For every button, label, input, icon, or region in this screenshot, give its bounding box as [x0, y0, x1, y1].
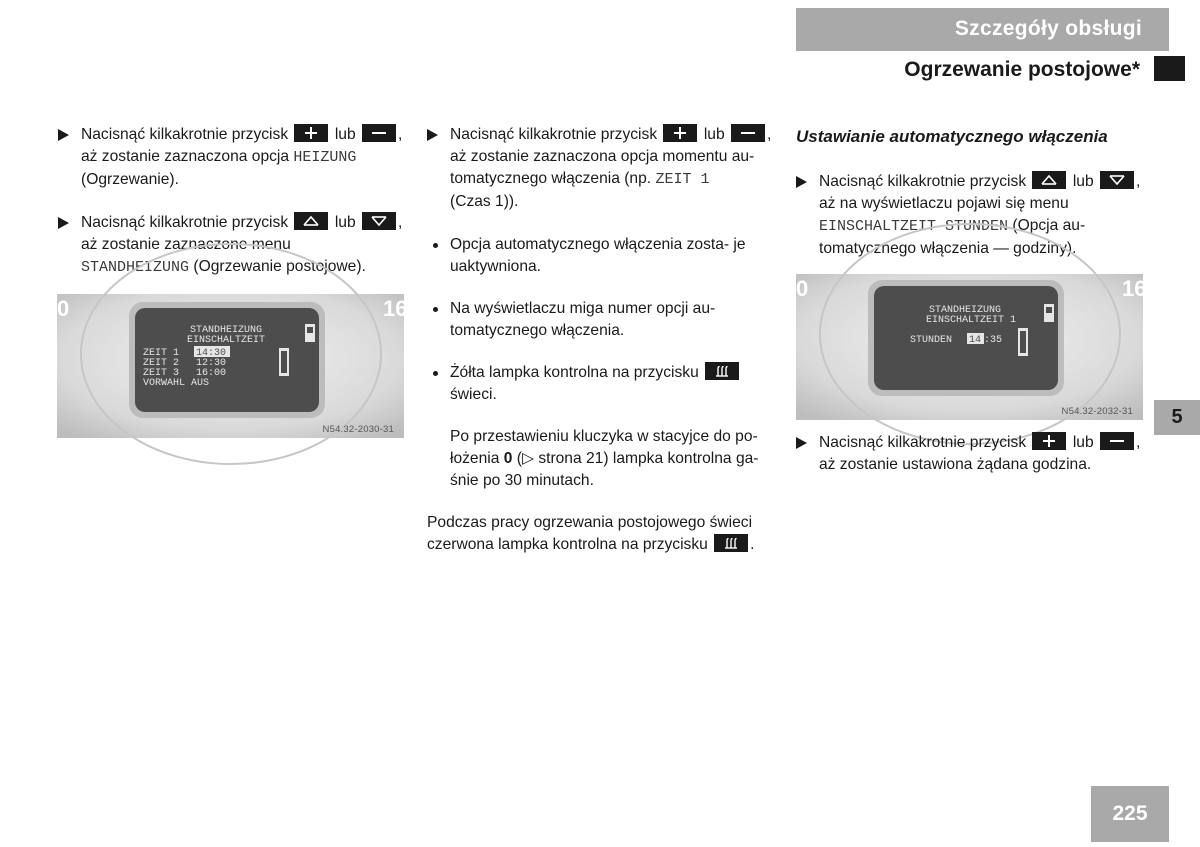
- arrow-up-key-icon: [1032, 171, 1066, 189]
- bullet-icon: [433, 243, 438, 248]
- section-title: Szczegóły obsługi: [954, 17, 1142, 40]
- instruction-step: Nacisnąć kilkakrotnie przycisk lub , aż zostanie zaznaczone menu STANDHEIZUNG (Ogrzewanie postojowe).: [58, 212, 408, 279]
- display-row-3-label: ZEIT 3: [143, 368, 180, 379]
- display-code: HEIZUNG: [293, 149, 357, 166]
- subsection-heading: Ustawianie automatycznego włączenia: [796, 127, 1108, 146]
- instruction-step: Nacisnąć kilkakrotnie przycisk lub , aż zostanie ustawiona żądana godzina.: [796, 432, 1151, 476]
- minus-key-icon: [1100, 432, 1134, 450]
- page-number: 225: [1091, 786, 1169, 842]
- paragraph: Po przestawieniu kluczyka w stacyjce do po- łożenia 0 (▷ strona 21) lampka kontrolna ga- śnie po 30 minutach.: [450, 428, 759, 489]
- gauge-right-label: 16: [1122, 276, 1147, 301]
- instruction-step: Nacisnąć kilkakrotnie przycisk lub , aż zostanie zaznaczona opcja momentu au- tomatycznego włączenia (np. ZEIT 1 (Czas 1)).: [427, 124, 777, 213]
- column-3: [796, 124, 1151, 281]
- section-header-bar: [796, 8, 1169, 51]
- display-row-1-label: ZEIT 1: [143, 348, 180, 359]
- minus-key-icon: [362, 124, 396, 142]
- instruction-step: Nacisnąć kilkakrotnie przycisk lub , aż zostanie zaznaczona opcja HEIZUNG (Ogrzewanie).: [58, 124, 408, 191]
- triangle-right-icon: [796, 176, 807, 188]
- bullet-item: Opcja automatycznego włączenia zosta- je uaktywniona.: [427, 234, 777, 278]
- plus-key-icon: [663, 124, 697, 142]
- arrow-down-key-icon: [362, 212, 396, 230]
- display-row-2-label: ZEIT 2: [143, 358, 180, 369]
- bullet-icon: [433, 371, 438, 376]
- triangle-right-icon: [58, 217, 69, 229]
- plus-key-icon: [1032, 432, 1066, 450]
- triangle-right-icon: [58, 129, 69, 141]
- instrument-cluster-figure-2: [796, 274, 1147, 420]
- display-row-2-value: 12:30: [196, 358, 227, 369]
- minus-key-icon: [731, 124, 765, 142]
- display-title-1: STANDHEIZUNG: [929, 305, 1002, 316]
- plus-key-icon: [294, 124, 328, 142]
- display-minutes: :35: [984, 335, 1003, 346]
- display-code: STANDHEIZUNG: [81, 259, 190, 276]
- column-1: [58, 124, 408, 300]
- seat-heating-key-icon: [705, 362, 739, 380]
- display-code: ZEIT 1: [655, 171, 710, 188]
- figure-caption: N54.32-2030-31: [322, 424, 394, 435]
- display-row-3-value: 16:00: [196, 368, 227, 379]
- chapter-tab: 5: [1154, 400, 1200, 435]
- chapter-title: Ogrzewanie postojowe*: [904, 58, 1140, 81]
- instruction-step: Nacisnąć kilkakrotnie przycisk lub , aż na wyświetlaczu pojawi się menu EINSCHALTZEIT STUNDEN (Opcja au- tomatycznego włączenia — godziny).: [796, 171, 1151, 260]
- arrow-down-key-icon: [1100, 171, 1134, 189]
- gauge-right-label: 16: [383, 296, 408, 321]
- figure-caption: N54.32-2032-31: [1061, 406, 1133, 417]
- display-label: STUNDEN: [910, 335, 953, 346]
- bullet-icon: [433, 307, 438, 312]
- gauge-left-label: 0: [57, 296, 70, 321]
- gauge-left-label: 0: [796, 276, 809, 301]
- display-row-1-value: 14:30: [196, 348, 227, 359]
- display-hours: 14: [969, 335, 982, 346]
- seat-heating-key-icon: [714, 534, 748, 552]
- instrument-cluster-figure-1: [57, 294, 408, 438]
- triangle-right-icon: [796, 437, 807, 449]
- bullet-item: Żółta lampka kontrolna na przycisku świeci.: [427, 362, 777, 406]
- display-title-2: EINSCHALTZEIT 1: [926, 315, 1017, 326]
- arrow-up-key-icon: [294, 212, 328, 230]
- chapter-marker: [1154, 56, 1185, 81]
- display-code: EINSCHALTZEIT STUNDEN: [819, 218, 1009, 235]
- triangle-right-icon: [427, 129, 438, 141]
- paragraph: Podczas pracy ogrzewania postojowego świeci czerwona lampka kontrolna na przycisku .: [427, 514, 755, 553]
- column-2: [427, 124, 777, 576]
- display-row-4: VORWAHL AUS: [143, 378, 210, 389]
- bullet-item: Na wyświetlaczu miga numer opcji au- tomatycznego włączenia.: [427, 298, 777, 342]
- display-title-2: EINSCHALTZEIT: [187, 335, 266, 346]
- display-title-1: STANDHEIZUNG: [190, 325, 263, 336]
- column-3-continued: [796, 432, 1151, 497]
